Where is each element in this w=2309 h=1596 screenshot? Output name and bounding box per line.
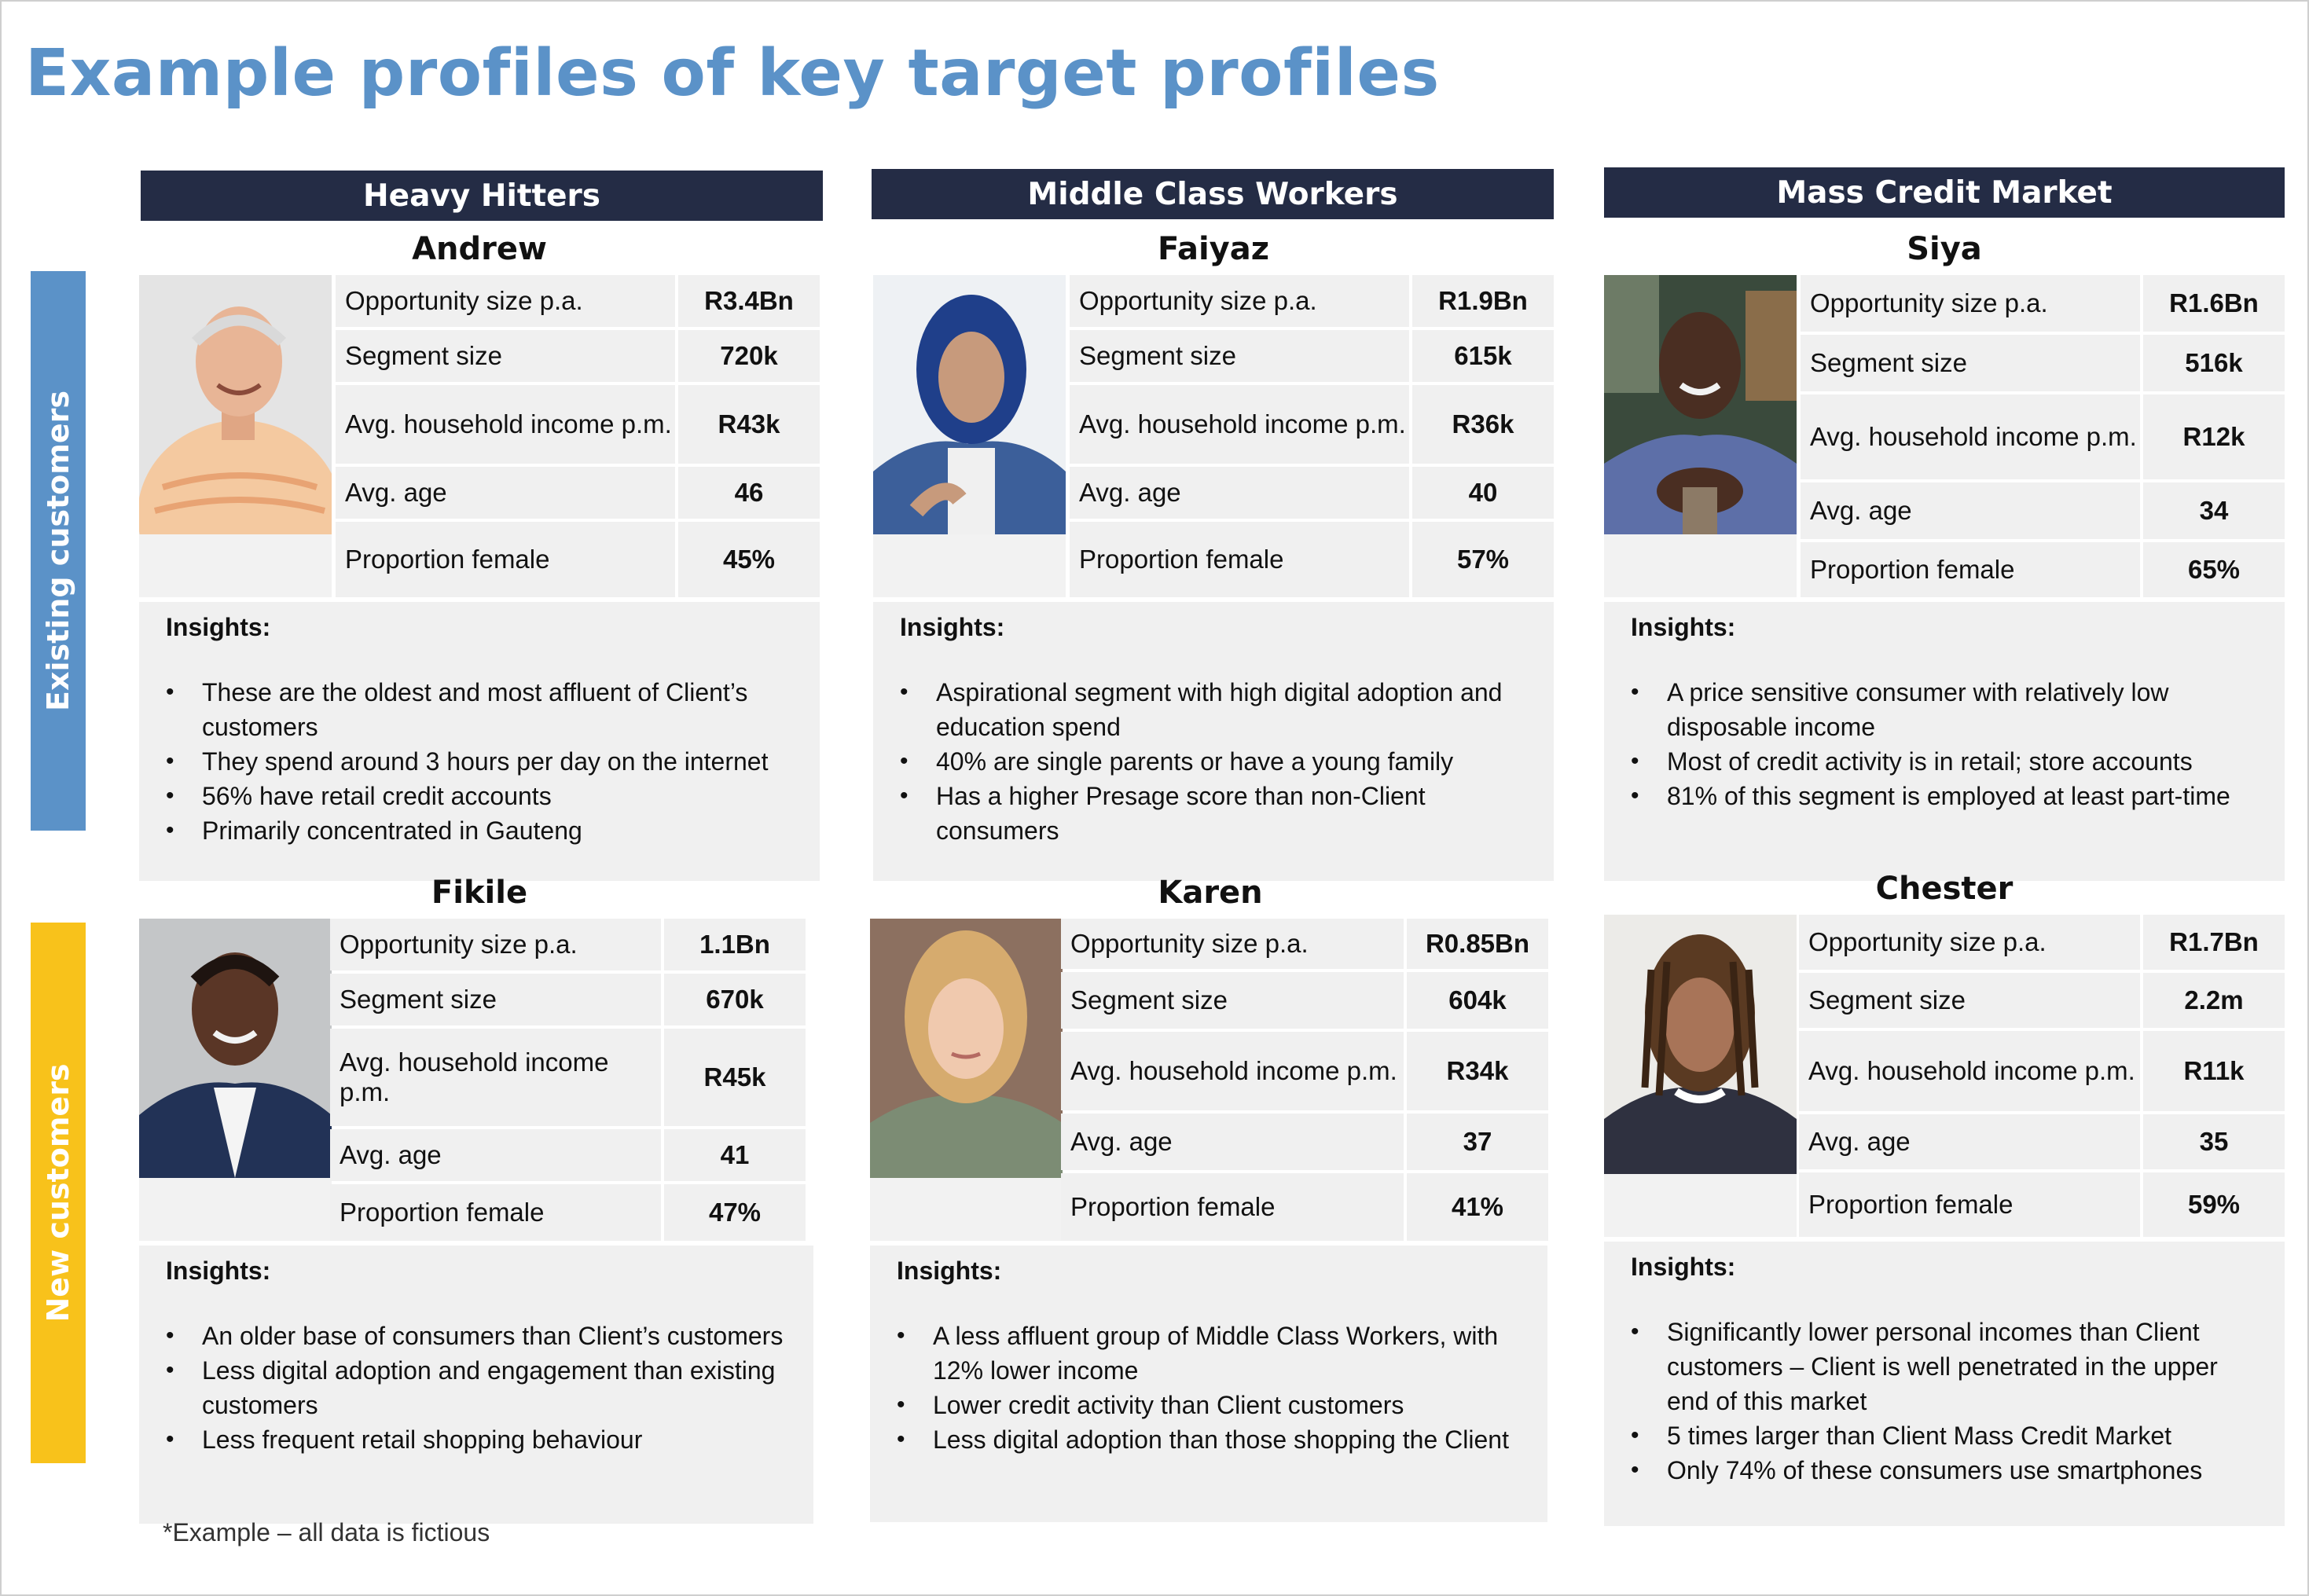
insights-title: Insights: (166, 613, 271, 641)
metric-row-segment-size (1799, 973, 2285, 1028)
insight-item: • A price sensitive consumer with relatively low disposable income (1631, 675, 2261, 744)
metric-row-household-income (1799, 1031, 2285, 1111)
metric-row-opportunity (1801, 275, 2285, 332)
insight-item: • Has a higher Presage score than non-Client consumers (900, 779, 1530, 848)
photo-woman-blonde-hair (870, 919, 1063, 1178)
metric-row-opportunity (336, 275, 820, 327)
metric-row-segment-size (1801, 335, 2285, 391)
insight-item: • Primarily concentrated in Gauteng (166, 813, 796, 848)
metric-row-household-income (330, 1029, 806, 1126)
insights-box (873, 602, 1554, 881)
metric-row-household-income (336, 385, 820, 464)
metrics-table (336, 275, 820, 597)
metric-label: Proportion female (336, 522, 675, 597)
insights-title: Insights: (1631, 613, 1736, 641)
metric-label: Proportion female (330, 1184, 661, 1241)
metric-label: Segment size (336, 330, 675, 382)
metric-row-proportion-female (1070, 522, 1554, 597)
metric-value: R36k (1412, 385, 1554, 464)
profile-card-fikile (139, 867, 820, 1524)
metric-label: Opportunity size p.a. (1070, 275, 1409, 327)
insights-title: Insights: (1631, 1253, 1736, 1281)
profile-name: Chester (1875, 871, 2013, 907)
metric-label: Avg. household income p.m. (1801, 394, 2140, 479)
segment-header-heavy-hitters: Heavy Hitters (141, 171, 823, 221)
insights-list (900, 675, 1530, 848)
insight-item: • These are the oldest and most affluent of Client’s customers (166, 675, 796, 744)
photo-background (139, 1178, 332, 1241)
metric-value: R0.85Bn (1407, 919, 1548, 969)
profile-card-faiyaz (873, 223, 1554, 881)
insight-item: • Less frequent retail shopping behaviour (166, 1422, 790, 1457)
metric-value: 40 (1412, 467, 1554, 519)
metric-value: 1.1Bn (664, 919, 806, 970)
insight-item: • 56% have retail credit accounts (166, 779, 796, 813)
photo-smiling-man-blue-tshirt (1604, 275, 1797, 534)
metric-label: Avg. age (1070, 467, 1409, 519)
metric-value: R1.9Bn (1412, 275, 1554, 327)
metric-value: 59% (2143, 1172, 2285, 1237)
metric-value: R34k (1407, 1032, 1548, 1110)
metric-row-avg-age (1061, 1114, 1548, 1170)
photo-background (870, 1178, 1063, 1241)
existing-customers-band (31, 271, 86, 831)
metric-label: Segment size (1070, 330, 1409, 382)
metric-value: R45k (664, 1029, 806, 1126)
insights-box (139, 602, 820, 881)
metric-row-proportion-female (1799, 1172, 2285, 1237)
profile-card-andrew (139, 223, 820, 881)
metric-row-avg-age (330, 1129, 806, 1181)
insights-box (139, 1246, 813, 1524)
insights-box (870, 1246, 1547, 1522)
photo-background (139, 534, 332, 597)
metrics-table (1799, 915, 2285, 1237)
metric-label: Proportion female (1799, 1172, 2140, 1237)
metric-row-opportunity (1061, 919, 1548, 969)
insights-list (1631, 1315, 2261, 1488)
metric-row-household-income (1061, 1032, 1548, 1110)
metric-label: Proportion female (1801, 542, 2140, 597)
insight-item: • 81% of this segment is employed at least part-time (1631, 779, 2261, 813)
metric-label: Avg. household income p.m. (1070, 385, 1409, 464)
metric-value: 47% (664, 1184, 806, 1241)
profile-card-karen (870, 867, 1551, 1522)
profile-card-chester (1604, 863, 2285, 1526)
profile-card-siya (1604, 223, 2285, 881)
insight-item: • Less digital adoption and engagement than existing customers (166, 1353, 790, 1422)
insight-item: • Aspirational segment with high digital adoption and education spend (900, 675, 1530, 744)
metric-value: 37 (1407, 1114, 1548, 1170)
metric-value: 604k (1407, 972, 1548, 1029)
metric-value: 57% (1412, 522, 1554, 597)
segment-header-mass-credit-market: Mass Credit Market (1604, 167, 2285, 218)
metric-label: Segment size (1801, 335, 2140, 391)
metric-value: 41% (1407, 1173, 1548, 1241)
metric-row-avg-age (1801, 482, 2285, 539)
metric-value: 45% (678, 522, 820, 597)
photo-background (873, 534, 1066, 597)
insight-item: • 40% are single parents or have a young family (900, 744, 1530, 779)
metric-value: 35 (2143, 1114, 2285, 1169)
metric-row-avg-age (1070, 467, 1554, 519)
metric-label: Avg. household income p.m. (1799, 1031, 2140, 1111)
metric-label: Opportunity size p.a. (1801, 275, 2140, 332)
metric-label: Proportion female (1061, 1173, 1404, 1241)
profile-name: Faiyaz (1157, 231, 1270, 267)
new-customers-band (31, 923, 86, 1463)
insight-item: • Significantly lower personal incomes than Client customers – Client is well penetrated in the upper end of this market (1631, 1315, 2261, 1418)
footnote: *Example – all data is fictious (163, 1518, 490, 1546)
metric-label: Opportunity size p.a. (336, 275, 675, 327)
photo-older-man-striped-shirt (139, 275, 332, 534)
profile-name: Karen (1158, 875, 1263, 911)
metric-value: 2.2m (2143, 973, 2285, 1028)
insight-item: • A less affluent group of Middle Class Workers, with 12% lower income (897, 1319, 1524, 1388)
metric-label: Segment size (1061, 972, 1404, 1029)
metric-label: Avg. age (330, 1129, 661, 1181)
insights-list (166, 1319, 790, 1457)
metric-label: Avg. household income p.m. (330, 1029, 661, 1126)
metric-row-proportion-female (1061, 1173, 1548, 1241)
metric-row-opportunity (1799, 915, 2285, 970)
insights-list (166, 675, 796, 848)
photo-background (1604, 534, 1797, 597)
metric-row-segment-size (1061, 972, 1548, 1029)
metric-value: 615k (1412, 330, 1554, 382)
insights-title: Insights: (166, 1257, 271, 1285)
metric-label: Avg. age (336, 467, 675, 519)
photo-woman-blue-hijab (873, 275, 1066, 534)
metric-label: Avg. age (1799, 1114, 2140, 1169)
segment-header-middle-class-workers: Middle Class Workers (872, 169, 1554, 219)
metric-label: Proportion female (1070, 522, 1409, 597)
metric-row-opportunity (1070, 275, 1554, 327)
metric-label: Opportunity size p.a. (330, 919, 661, 970)
metric-value: 670k (664, 974, 806, 1025)
insights-list (897, 1319, 1524, 1457)
metric-value: R1.6Bn (2143, 275, 2285, 332)
metric-value: 720k (678, 330, 820, 382)
profile-name: Siya (1907, 231, 1982, 267)
profile-name: Fikile (431, 875, 528, 911)
metric-value: R43k (678, 385, 820, 464)
insights-box (1604, 602, 2285, 881)
existing-customers-label: Existing customers (41, 391, 75, 711)
insight-item: • 5 times larger than Client Mass Credit Market (1631, 1418, 2261, 1453)
insights-list (1631, 675, 2261, 813)
metric-value: 41 (664, 1129, 806, 1181)
metric-label: Avg. household income p.m. (1061, 1032, 1404, 1110)
metrics-table (330, 919, 806, 1241)
metric-row-household-income (1801, 394, 2285, 479)
metric-row-segment-size (336, 330, 820, 382)
metric-row-opportunity (330, 919, 806, 970)
insight-item: • Most of credit activity is in retail; store accounts (1631, 744, 2261, 779)
metrics-table (1070, 275, 1554, 597)
metric-value: R11k (2143, 1031, 2285, 1111)
metric-label: Avg. household income p.m. (336, 385, 675, 464)
metric-value: R3.4Bn (678, 275, 820, 327)
metric-label: Segment size (1799, 973, 2140, 1028)
metric-value: 34 (2143, 482, 2285, 539)
metric-label: Avg. age (1801, 482, 2140, 539)
photo-man-navy-suit (139, 919, 332, 1178)
profile-name: Andrew (412, 231, 547, 267)
metric-label: Segment size (330, 974, 661, 1025)
insight-item: • An older base of consumers than Client’s customers (166, 1319, 790, 1353)
metric-label: Opportunity size p.a. (1061, 919, 1404, 969)
insight-item: • Only 74% of these consumers use smartphones (1631, 1453, 2261, 1488)
metric-row-proportion-female (336, 522, 820, 597)
metrics-table (1801, 275, 2285, 597)
insight-item: • They spend around 3 hours per day on the internet (166, 744, 796, 779)
page-title: Example profiles of key target profiles (25, 36, 1440, 111)
photo-background (1604, 1174, 1797, 1237)
insights-title: Insights: (900, 613, 1005, 641)
metric-row-segment-size (330, 974, 806, 1025)
metric-row-segment-size (1070, 330, 1554, 382)
metric-row-proportion-female (1801, 542, 2285, 597)
metric-value: 65% (2143, 542, 2285, 597)
insight-item: • Less digital adoption than those shopping the Client (897, 1422, 1524, 1457)
metric-value: 516k (2143, 335, 2285, 391)
photo-young-man-dreadlocks (1604, 915, 1797, 1174)
metric-row-household-income (1070, 385, 1554, 464)
metric-value: 46 (678, 467, 820, 519)
insight-item: • Lower credit activity than Client customers (897, 1388, 1524, 1422)
insights-title: Insights: (897, 1257, 1002, 1285)
metric-label: Avg. age (1061, 1114, 1404, 1170)
metric-row-proportion-female (330, 1184, 806, 1241)
insights-box (1604, 1242, 2285, 1526)
metric-row-avg-age (336, 467, 820, 519)
metric-row-avg-age (1799, 1114, 2285, 1169)
metric-value: R12k (2143, 394, 2285, 479)
new-customers-label: New customers (41, 1063, 75, 1323)
metrics-table (1061, 919, 1548, 1241)
metric-value: R1.7Bn (2143, 915, 2285, 970)
metric-label: Opportunity size p.a. (1799, 915, 2140, 970)
